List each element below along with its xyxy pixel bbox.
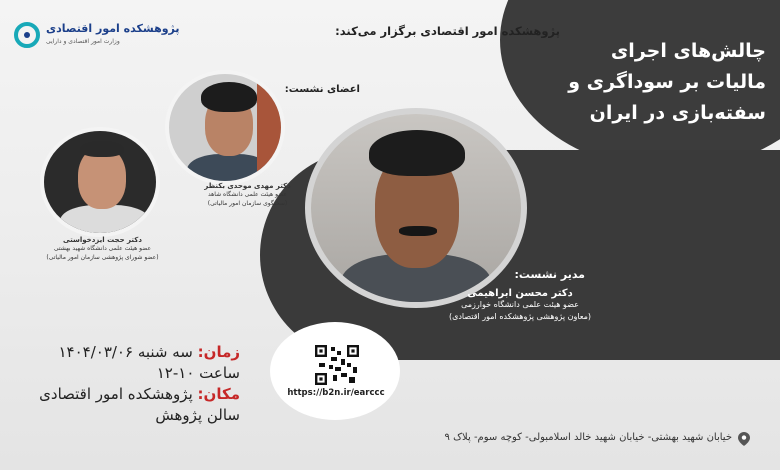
member-name: دکتر مهدی موحدی بکنظر <box>204 182 291 190</box>
registration-link[interactable]: https://b2n.ir/earccc <box>287 388 385 398</box>
member-photo <box>40 127 160 237</box>
event-hall: سالن پژوهش <box>155 406 240 424</box>
moderator-photo <box>305 108 527 308</box>
moderator-note: (معاون پژوهشی پژوهشکده امور اقتصادی) <box>448 312 592 321</box>
institute-logo <box>14 22 180 50</box>
moderator-name: دکتر محسن ابراهیمی <box>467 288 573 299</box>
location-pin-icon <box>738 431 750 445</box>
event-date: سه شنبه ۱۴۰۴/۰۳/۰۶ <box>58 343 193 361</box>
moderator-label: مدیر نشست: <box>514 268 585 281</box>
event-place: پژوهشکده امور اقتصادی <box>39 385 193 403</box>
place-row <box>10 384 240 405</box>
moderator-caption <box>420 288 620 323</box>
event-address: خیابان شهید بهشتی- خیابان شهید خالد اسلامبولی- کوچه سوم- پلاک ۹ <box>444 432 732 443</box>
title-line: چالش‌های اجرای <box>610 40 766 62</box>
member-role: عضو هیئت علمی دانشگاه شهید بهشتی <box>53 245 152 252</box>
member-role: عضو هیئت علمی دانشگاه شاهد <box>207 191 288 198</box>
institute-logo-icon <box>14 22 40 48</box>
logo-name: پژوهشکده امور اقتصادی <box>46 22 180 35</box>
moderator-role: عضو هیئت علمی دانشگاه خوارزمی <box>461 300 579 309</box>
place-label: مکان: <box>197 385 240 403</box>
member-caption <box>35 236 170 262</box>
member-name: دکتر حجت ایزدخواستی <box>63 236 142 244</box>
event-title <box>526 36 766 129</box>
host-text: پژوهشکده امور اقتصادی برگزار می‌کند: <box>335 24 560 38</box>
title-line: مالیات بر سوداگری و <box>568 71 766 93</box>
logo-subtitle: وزارت امور اقتصادی و دارایی <box>46 38 120 45</box>
time-label: زمان: <box>197 343 240 361</box>
members-label: اعضای نشست: <box>284 84 360 95</box>
member-caption <box>190 182 305 208</box>
member-photo <box>165 70 285 185</box>
date-row <box>10 342 240 363</box>
qr-code-icon <box>315 345 359 385</box>
member-note: (سخنگوی سازمان امور مالیاتی) <box>207 200 288 207</box>
title-line: سفته‌بازی در ایران <box>589 102 766 124</box>
event-hours: ساعت ۱۰-۱۲ <box>156 364 240 382</box>
event-details <box>10 342 240 426</box>
member-note: (عضو شورای پژوهشی سازمان امور مالیاتی) <box>46 254 159 261</box>
